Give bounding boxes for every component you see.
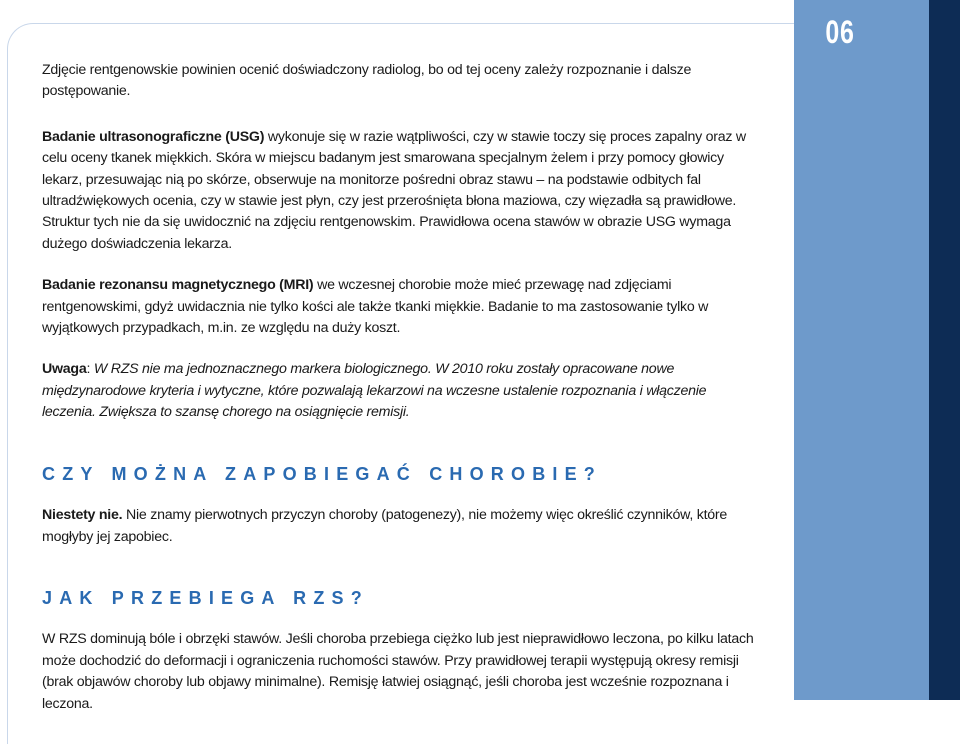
note-text: W RZS nie ma jednoznacznego markera biologicznego. W 2010 roku zostały opracowane nowe międzynarodowe kryteria i wytyczne, które pozwalają lekarzowi na wczesne ustalenie rozpoznania i włączenie leczenia. Zwiększa to szansę chorego na osiągnięcie remisji. [42,361,707,421]
paragraph-prevention [42,505,760,548]
paragraph-mri [42,275,760,339]
mri-text: we wczesnej chorobie może mieć przewagę nad zdjęciami rentgenowskimi, gdyż uwidacznia nie tylko kości ale także tkanki miękkie. Badanie to ma zastosowanie tylko w wyjątkowych przypadkach, m.in. ze względu na duży koszt. [42,277,709,337]
prevention-text: Nie znamy pierwotnych przyczyn choroby (patogenezy), nie możemy więc określić czynników, które mogłyby jej zapobiec. [42,507,728,545]
paragraph-note [42,359,760,423]
section-heading-prevention: CZY MOŻNA ZAPOBIEGAĆ CHOROBIE? [42,463,603,484]
prevention-lead: Niestety nie. [42,507,123,524]
article-body [42,60,760,715]
usg-term: Badanie ultrasonograficzne (USG) [42,128,265,145]
mri-term: Badanie rezonansu magnetycznego (MRI) [42,277,314,294]
note-term: Uwaga [42,361,87,378]
side-band-dark [929,0,960,700]
usg-text: wykonuje się w razie wątpliwości, czy w stawie toczy się proces zapalny oraz w celu oceny tkanek miękkich. Skóra w miejscu badanym jest smarowana specjalnym żelem i przy pomocy głowicy lekarz, przesuwając nią po skórze, obserwuje na monitorze pośredni obraz stawu – na podstawie odbitych fal ultradźwiękowych ocenia, czy w stawie jest płyn, czy jest przerośnięta błona maziowa, czy więzadła są prawidłowe. Struktur tych nie da się uwidocznić na zdjęciu rentgenowskim. Prawidłowa ocena stawów w obrazie USG wymaga dużego doświadczenia lekarza. [42,128,746,252]
section-heading-course: JAK PRZEBIEGA RZS? [42,587,369,608]
note-colon: : [86,361,94,378]
page-number: 06 [825,14,855,50]
paragraph-course: W RZS dominują bóle i obrzęki stawów. Jeśli choroba przebiega ciężko lub jest nieprawidłowo leczona, po kilku latach może dochodzić do deformacji i ograniczenia ruchomości stawów. Przy prawidłowej terapii występują okresy remisji (brak objawów choroby lub objawy minimalne). Remisję łatwiej osiągnąć, jeśli choroba jest wcześnie rozpoznana i leczona. [42,631,754,712]
paragraph-xray: Zdjęcie rentgenowskie powinien ocenić doświadczony radiolog, bo od tej oceny zależy rozpoznanie i dalsze postępowanie. [42,62,692,100]
paragraph-usg [42,127,760,255]
side-band-light [794,0,929,700]
